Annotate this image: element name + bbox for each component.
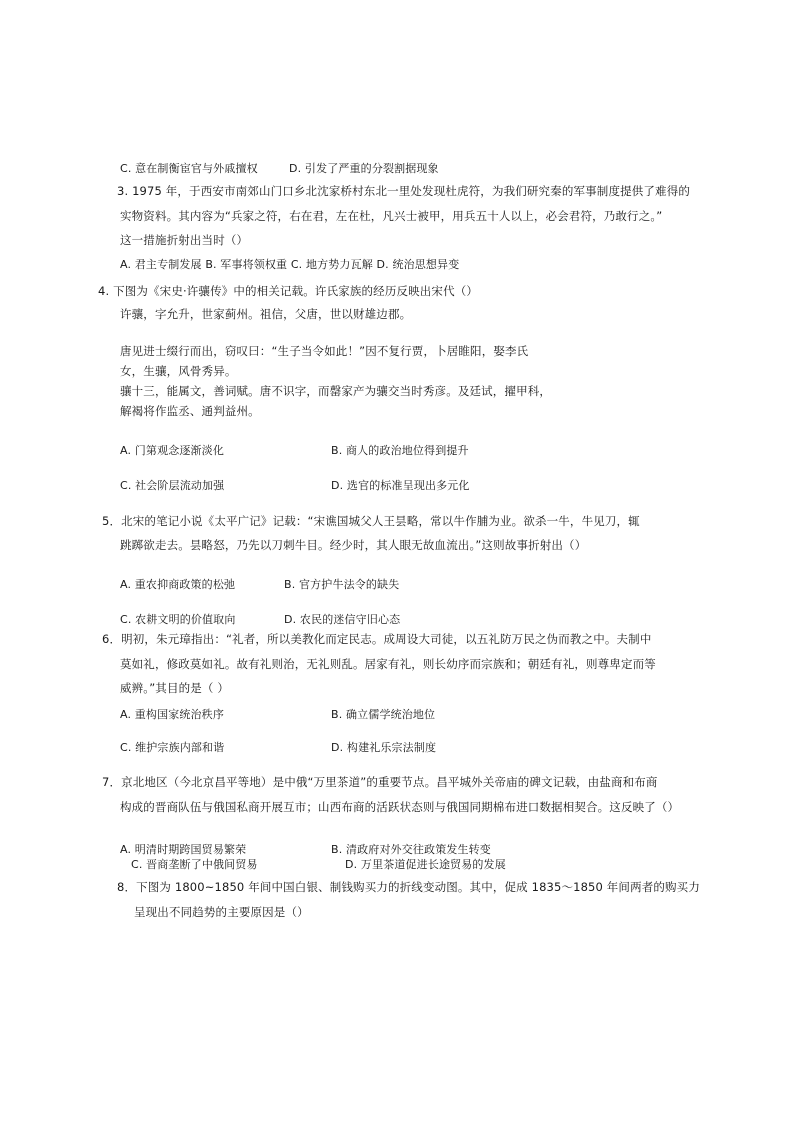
q7-stem-line1: 7．京北地区（今北京昌平等地）是中俄“万里茶道”的重要节点。昌平城外关帝庙的碑文记载，由盐商和布商 bbox=[102, 775, 658, 789]
q5-option-d: D. 农民的迷信守旧心态 bbox=[284, 613, 401, 626]
q6-option-b: B. 确立儒学统治地位 bbox=[331, 708, 436, 721]
q4-quote-line2: 唐见进士缀行而出，窃叹曰：“生子当令如此！”因不复行贾，卜居睢阳，娶李氏 bbox=[120, 344, 529, 358]
q6-stem-line3: 威辨。”其目的是（ ） bbox=[120, 681, 230, 695]
q8-stem-line1: 8．下图为 1800~1850 年间中国白银、制钱购买力的折线变动图。其中，促成 1835～1850 年间两者的购买力 bbox=[117, 880, 700, 894]
q7-stem-line2: 构成的晋商队伍与俄国私商开展互市；山西布商的活跃状态则与俄国同期棉布进口数据相契合。这反映了（） bbox=[120, 800, 680, 814]
q6-option-d: D. 构建礼乐宗法制度 bbox=[331, 741, 437, 754]
q4-option-a: A. 门第观念逐渐淡化 bbox=[120, 444, 224, 457]
q6-stem-line1: 6．明初，朱元璋指出：“礼者，所以美教化而定民志。成周设大司徒，以五礼防万民之伪而教之中。夫制中 bbox=[102, 632, 652, 646]
q5-option-b: B. 官方护牛法令的缺失 bbox=[284, 578, 400, 591]
q2-option-c: C. 意在制衡宦官与外戚擅权 bbox=[120, 162, 258, 175]
q6-option-c: C. 维护宗族内部和谐 bbox=[120, 741, 225, 754]
q4-quote-line1: 许骧，字允升，世家蓟州。祖信，父唐，世以财雄边郡。 bbox=[120, 307, 412, 321]
q5-option-a: A. 重农抑商政策的松弛 bbox=[120, 578, 236, 591]
q4-option-b: B. 商人的政治地位得到提升 bbox=[331, 444, 469, 457]
q2-option-d: D. 引发了严重的分裂割据现象 bbox=[289, 162, 439, 175]
q4-stem: 4. 下图为《宋史·许骧传》中的相关记载。许氏家族的经历反映出宋代（） bbox=[98, 284, 479, 298]
q7-option-d: D. 万里茶道促进长途贸易的发展 bbox=[345, 858, 506, 871]
q3-stem-line3: 这一措施折射出当时（） bbox=[120, 233, 249, 247]
q4-option-c: C. 社会阶层流动加强 bbox=[120, 479, 225, 492]
q7-option-b: B. 清政府对外交往政策发生转变 bbox=[331, 843, 491, 856]
q4-quote-line3: 女，生骧，风骨秀异。 bbox=[120, 364, 237, 378]
q7-option-c: C. 晋商垄断了中俄间贸易 bbox=[131, 858, 258, 871]
q5-stem-line1: 5．北宋的笔记小说《太平广记》记载：“宋谯国城父人王昙略，常以牛作脯为业。欲杀一牛，牛见刀，辄 bbox=[102, 514, 640, 528]
q4-quote-line4: 骧十三，能属文，善词赋。唐不识字，而罄家产为骧交当时秀彦。及廷试，擢甲科， bbox=[120, 384, 552, 398]
q4-quote-line5: 解褐将作监丞、通判益州。 bbox=[120, 404, 260, 418]
q4-option-d: D. 选官的标准呈现出多元化 bbox=[331, 479, 470, 492]
q7-option-a: A. 明清时期跨国贸易繁荣 bbox=[120, 843, 247, 856]
q3-options: A. 君主专制发展 B. 军事将领权重 C. 地方势力瓦解 D. 统治思想异变 bbox=[120, 258, 460, 271]
q6-stem-line2: 莫如礼，修政莫如礼。故有礼则治，无礼则乱。居家有礼，则长幼序而宗族和；朝廷有礼，则尊卑定而等 bbox=[120, 657, 656, 671]
q6-option-a: A. 重构国家统治秩序 bbox=[120, 708, 224, 721]
q8-stem-line2: 呈现出不同趋势的主要原因是（） bbox=[134, 905, 309, 919]
q5-stem-line2: 跳踯欲走去。昙略怒，乃先以刀刺牛目。经少时，其人眼无故血流出。”这则故事折射出（） bbox=[120, 538, 587, 552]
q3-stem-line2: 实物资料。其内容为“兵家之符，右在君，左在杜，凡兴士被甲，用兵五十人以上，必会君符，乃敢行之。” bbox=[120, 209, 663, 223]
q3-stem-line1: 3. 1975 年，于西安市南郊山门口乡北沈家桥村东北一里处发现杜虎符，为我们研究秦的军事制度提供了难得的 bbox=[117, 184, 690, 198]
q5-option-c: C. 农耕文明的价值取向 bbox=[120, 613, 236, 626]
